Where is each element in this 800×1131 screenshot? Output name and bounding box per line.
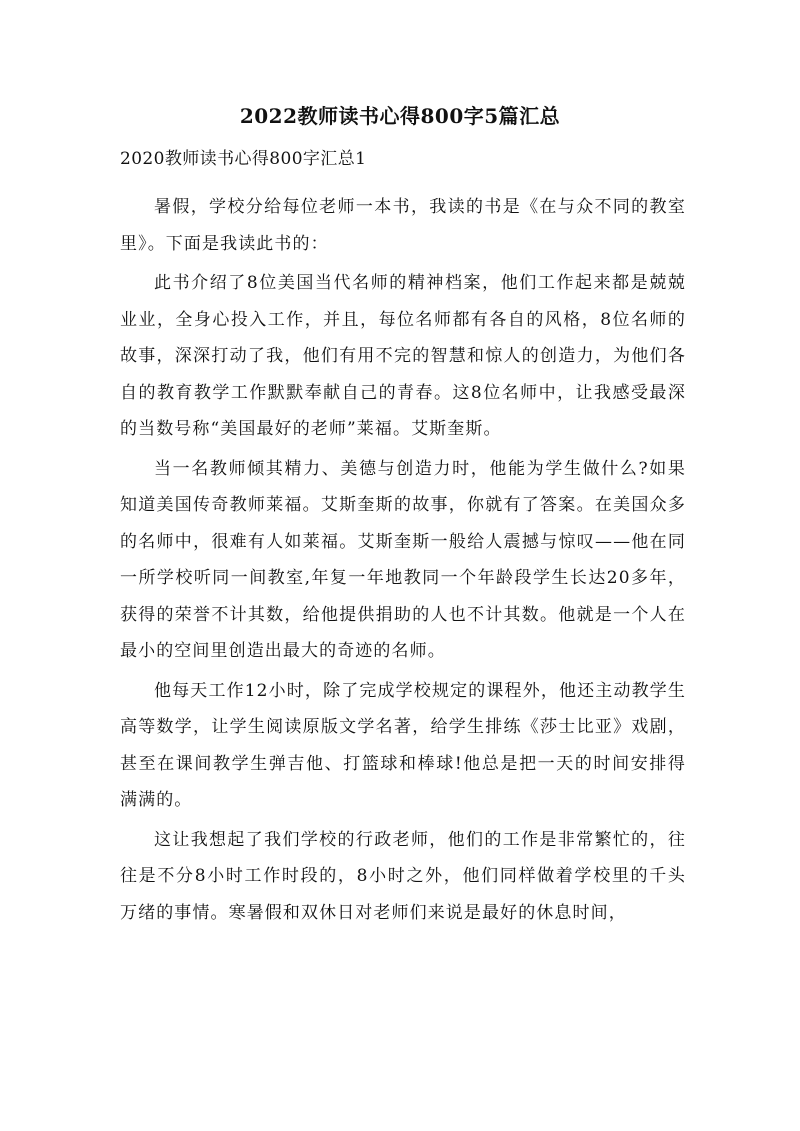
document-title: 2022教师读书心得800字5篇汇总 xyxy=(239,104,561,128)
paragraph: 当一名教师倾其精力、美德与创造力时，他能为学生做什么?如果知道美国传奇教师莱福。艾斯奎斯的故事，你就有了答案。在美国众多的名师中，很难有人如莱福。艾斯奎斯一般给人震撼与惊叹——他在同一所学校听同一间教室,年复一年地教同一个年龄段学生长达20多年，获得的荣誉不计其数，给他提供捐助的人也不计其数。他就是一个人在最小的空间里创造出最大的奇迹的名师。 xyxy=(120,458,686,661)
document-body xyxy=(120,189,686,931)
paragraph: 他每天工作12小时，除了完成学校规定的课程外，他还主动教学生高等数学，让学生阅读原版文学名著，给学生排练《莎士比亚》戏剧，甚至在课间教学生弹吉他、打篮球和棒球!他总是把一天的时间安排得满满的。 xyxy=(120,680,686,810)
paragraph: 这让我想起了我们学校的行政老师，他们的工作是非常繁忙的，往往是不分8小时工作时段的，8小时之外，他们同样做着学校里的千头万绪的事情。寒暑假和双休日对老师们来说是最好的休息时间， xyxy=(120,829,686,923)
paragraph: 暑假，学校分给每位老师一本书，我读的书是《在与众不同的教室里》。下面是我读此书的： xyxy=(120,197,686,254)
document-subtitle: 2020教师读书心得800字汇总1 xyxy=(120,149,367,169)
paragraph: 此书介绍了8位美国当代名师的精神档案，他们工作起来都是兢兢业业，全身心投入工作，并且，每位名师都有各自的风格，8位名师的故事，深深打动了我，他们有用不完的智慧和惊人的创造力，为他们各自的教育教学工作默默奉献自己的青春。这8位名师中，让我感受最深的当数号称“美国最好的老师”莱福。艾斯奎斯。 xyxy=(120,273,686,439)
